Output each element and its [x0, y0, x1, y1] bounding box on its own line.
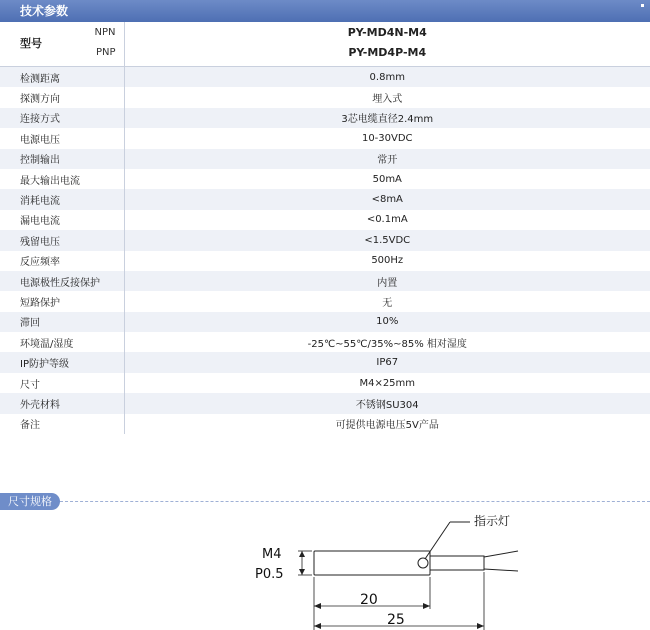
pitch-label: P0.5 [255, 567, 284, 582]
spec-value: M4×25mm [124, 373, 650, 393]
spec-label: 探测方向 [0, 87, 124, 107]
dim-25-label: 25 [387, 612, 405, 628]
spec-row [0, 271, 650, 291]
spec-row [0, 393, 650, 413]
spec-value: 内置 [124, 271, 650, 291]
spec-value: 不锈钢SU304 [124, 393, 650, 413]
spec-row [0, 169, 650, 189]
model-label: 型号 [20, 37, 42, 50]
thread-label: M4 [262, 547, 282, 562]
spec-label: IP防护等级 [0, 352, 124, 372]
spec-section-header [0, 0, 650, 22]
pnp-label: PNP [95, 47, 116, 58]
spec-table [0, 22, 650, 434]
pnp-model-value: PY-MD4P-M4 [348, 46, 427, 59]
dimension-section-tab: 尺寸规格 [0, 493, 60, 510]
model-value-cell [124, 22, 650, 67]
indicator-leader-line [425, 522, 450, 559]
spec-label: 短路保护 [0, 291, 124, 311]
spec-value: -25℃~55℃/35%~85% 相对湿度 [124, 332, 650, 352]
cable-line-bottom [484, 569, 518, 571]
indicator-label: 指示灯 [474, 514, 511, 528]
spec-row [0, 414, 650, 434]
thread-arrow-bottom [299, 569, 305, 575]
dimension-section-divider [60, 501, 650, 503]
spec-value: <0.1mA [124, 210, 650, 230]
spec-row [0, 230, 650, 250]
spec-row [0, 332, 650, 352]
indicator-circle [418, 558, 428, 568]
cable-line-top [484, 551, 518, 557]
thread-arrow-top [299, 551, 305, 557]
dim-20-label: 20 [360, 592, 378, 608]
spec-row [0, 189, 650, 209]
header-corner-mark [641, 4, 644, 7]
dim-25-arrow-right [477, 623, 484, 629]
spec-value: 常开 [124, 149, 650, 169]
spec-value: 10% [124, 312, 650, 332]
spec-label: 反应频率 [0, 251, 124, 271]
dim-25-arrow-left [314, 623, 321, 629]
spec-label: 漏电电流 [0, 210, 124, 230]
spec-row [0, 210, 650, 230]
spec-value: 500Hz [124, 251, 650, 271]
sensor-tail [430, 556, 484, 570]
spec-value: 50mA [124, 169, 650, 189]
spec-value: 0.8mm [124, 67, 650, 88]
spec-label: 最大输出电流 [0, 169, 124, 189]
npn-label: NPN [94, 27, 116, 38]
spec-value: <8mA [124, 189, 650, 209]
dim-20-arrow-right [423, 603, 430, 609]
spec-label: 连接方式 [0, 108, 124, 128]
spec-label: 电源极性反接保护 [0, 271, 124, 291]
dimension-drawing [0, 505, 650, 630]
spec-row [0, 149, 650, 169]
spec-label: 检测距离 [0, 67, 124, 88]
spec-label: 滞回 [0, 312, 124, 332]
spec-row [0, 291, 650, 311]
spec-section-title: 技术参数 [20, 4, 69, 18]
spec-row [0, 352, 650, 372]
spec-row [0, 87, 650, 107]
spec-label: 外壳材料 [0, 393, 124, 413]
spec-label: 电源电压 [0, 128, 124, 148]
model-label-cell [0, 22, 124, 67]
spec-value: IP67 [124, 352, 650, 372]
sensor-body [314, 551, 430, 575]
spec-label: 残留电压 [0, 230, 124, 250]
spec-label: 消耗电流 [0, 189, 124, 209]
spec-row [0, 312, 650, 332]
spec-row [0, 128, 650, 148]
npn-model-value: PY-MD4N-M4 [347, 26, 427, 39]
spec-value: 可提供电源电压5V产品 [124, 414, 650, 434]
spec-label: 控制输出 [0, 149, 124, 169]
spec-value: 10-30VDC [124, 128, 650, 148]
spec-value: <1.5VDC [124, 230, 650, 250]
spec-value: 无 [124, 291, 650, 311]
spec-row [0, 108, 650, 128]
spec-label: 备注 [0, 414, 124, 434]
model-row [0, 22, 650, 67]
spec-row [0, 67, 650, 88]
spec-label: 环境温/湿度 [0, 332, 124, 352]
spec-value: 3芯电缆直径2.4mm [124, 108, 650, 128]
spec-row [0, 251, 650, 271]
dim-20-arrow-left [314, 603, 321, 609]
spec-label: 尺寸 [0, 373, 124, 393]
spec-value: 埋入式 [124, 87, 650, 107]
spec-row [0, 373, 650, 393]
